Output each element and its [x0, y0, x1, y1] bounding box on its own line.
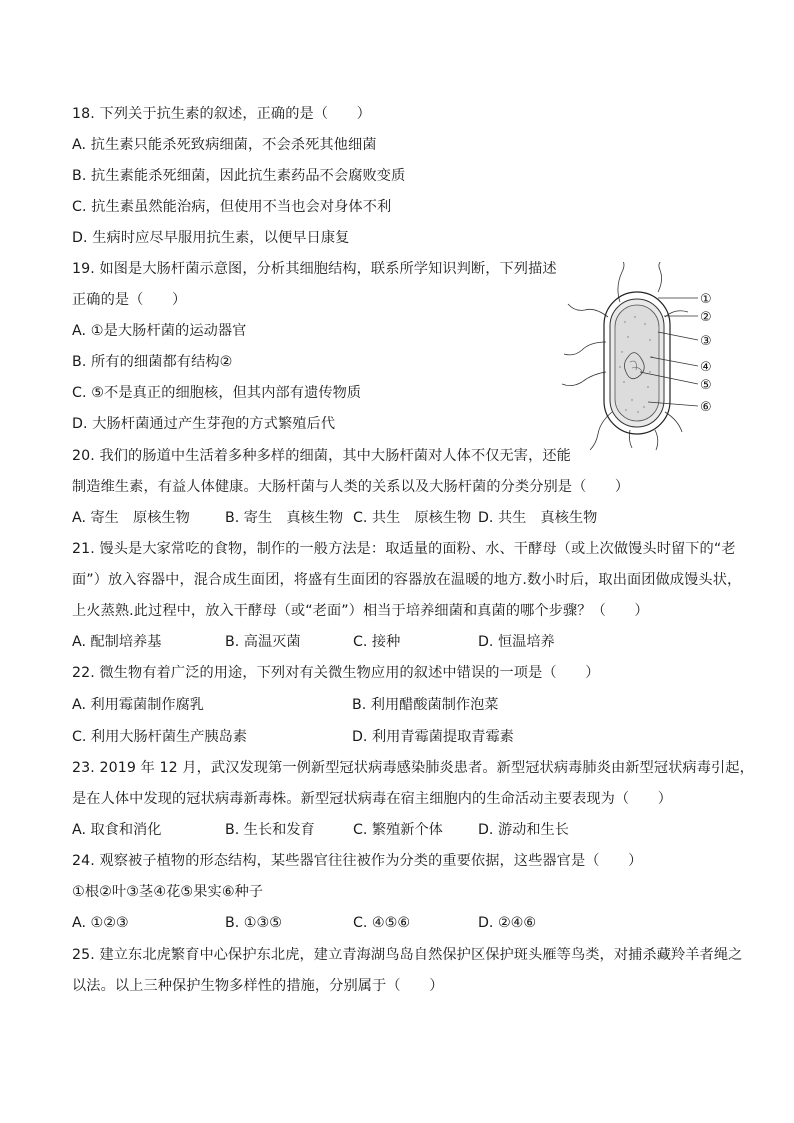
diagram-label-6: ⑥	[700, 400, 712, 415]
diagram-label-2: ②	[700, 310, 712, 325]
q25-stem-line1: 25. 建立东北虎繁育中心保护东北虎，建立青海湖鸟岛自然保护区保护斑头雁等鸟类，对捕杀藏羚羊者绳之	[72, 947, 743, 963]
q18-option-b: B. 抗生素能杀死细菌，因此抗生素药品不会腐败变质	[72, 168, 406, 184]
q24-stem: 24. 观察被子植物的形态结构，某些器官往往被作为分类的重要依据，这些器官是（ ）	[72, 853, 643, 869]
q25-stem-line2: 以法。以上三种保护生物多样性的措施，分别属于（ ）	[72, 978, 444, 994]
q24-option-c: C. ④⑤⑥	[353, 915, 411, 931]
q23-option-d: D. 游动和生长	[478, 822, 569, 838]
q19-option-a: A. ①是大肠杆菌的运动器官	[72, 323, 247, 339]
cytoplasm	[615, 305, 659, 421]
q23-option-a: A. 取食和消化	[72, 822, 162, 838]
q19-option-d: D. 大肠杆菌通过产生芽孢的方式繁殖后代	[72, 416, 336, 432]
q23-stem-line2: 是在人体中发现的冠状病毒新毒株。新型冠状病毒在宿主细胞内的生命活动主要表现为（ ）	[72, 791, 673, 807]
diagram-label-4: ④	[700, 360, 712, 375]
diagram-label-3: ③	[700, 334, 712, 349]
q18-option-c: C. 抗生素虽然能治病，但使用不当也会对身体不利	[72, 199, 392, 215]
q20-option-d: D. 共生 真核生物	[478, 510, 598, 526]
q22-stem: 22. 微生物有着广泛的用途，下列对有关微生物应用的叙述中错误的一项是（ ）	[72, 665, 600, 681]
q20-option-a: A. 寄生 原核生物	[72, 510, 190, 526]
q20-stem-line2: 制造维生素，有益人体健康。大肠杆菌与人类的关系以及大肠杆菌的分类分别是（ ）	[72, 479, 630, 495]
flagellum-line	[568, 304, 608, 317]
diagram-label-5: ⑤	[700, 378, 712, 393]
flagellum-line	[564, 342, 606, 355]
q24-option-a: A. ①②③	[72, 915, 129, 931]
q23-option-b: B. 生长和发育	[225, 822, 315, 838]
q20-option-c: C. 共生 原核生物	[353, 510, 472, 526]
q21-option-b: B. 高温灭菌	[225, 634, 301, 650]
flagellum-line	[658, 262, 662, 292]
q21-stem-line3: 上火蒸熟.此过程中，放入干酵母（或“老面”）相当于培养细菌和真菌的哪个步骤？（ ）	[72, 603, 649, 619]
q20-option-b: B. 寄生 真核生物	[225, 510, 344, 526]
q21-stem-line2: 面”）放入容器中，混合成生面团，将盛有生面团的容器放在温暖的地方.数小时后，取出面团做成馒头状，	[72, 572, 742, 588]
flagellum-line	[562, 372, 606, 386]
q22-option-c: C. 利用大肠杆菌生产胰岛素	[72, 729, 247, 745]
flagellum-line	[655, 430, 658, 450]
q21-option-d: D. 恒温培养	[478, 634, 555, 650]
ecoli-diagram	[560, 262, 730, 452]
q21-stem-line1: 21. 馒头是大家常吃的食物，制作的一般方法是：取适量的面粉、水、干酵母（或上次做馒头时留下的“老	[72, 541, 736, 557]
q23-option-c: C. 繁殖新个体	[353, 822, 443, 838]
q24-option-d: D. ②④⑥	[478, 915, 537, 931]
q20-stem-line1: 20. 我们的肠道中生活着多种多样的细菌，其中大肠杆菌对人体不仅无害，还能	[72, 448, 571, 464]
q19-option-b: B. 所有的细菌都有结构②	[72, 354, 233, 370]
q18-option-a: A. 抗生素只能杀死致病细菌，不会杀死其他细菌	[72, 137, 377, 153]
q18-stem: 18. 下列关于抗生素的叙述，正确的是（ ）	[72, 106, 371, 122]
q19-stem-line1: 19. 如图是大肠杆菌示意图，分析其细胞结构，联系所学知识判断，下列描述	[72, 261, 557, 277]
q22-option-b: B. 利用醋酸菌制作泡菜	[352, 697, 499, 713]
q22-option-d: D. 利用青霉菌提取青霉素	[352, 729, 514, 745]
q18-option-d: D. 生病时应尽早服用抗生素，以便早日康复	[72, 230, 350, 246]
q21-option-c: C. 接种	[353, 634, 401, 650]
q24-organ-list: ①根②叶③茎④花⑤果实⑥种子	[72, 884, 264, 900]
q24-option-b: B. ①③⑤	[225, 915, 282, 931]
diagram-label-1: ①	[700, 292, 712, 307]
q22-option-a: A. 利用霉菌制作腐乳	[72, 697, 204, 713]
q21-option-a: A. 配制培养基	[72, 634, 162, 650]
q19-stem-line2: 正确的是（ ）	[72, 292, 187, 308]
q23-stem-line1: 23. 2019 年 12 月，武汉发现第一例新型冠状病毒感染肺炎患者。新型冠状病毒肺炎由新型冠状病毒引起，	[72, 760, 754, 776]
q19-option-c: C. ⑤不是真正的细胞核，但其内部有遗传物质	[72, 385, 362, 401]
